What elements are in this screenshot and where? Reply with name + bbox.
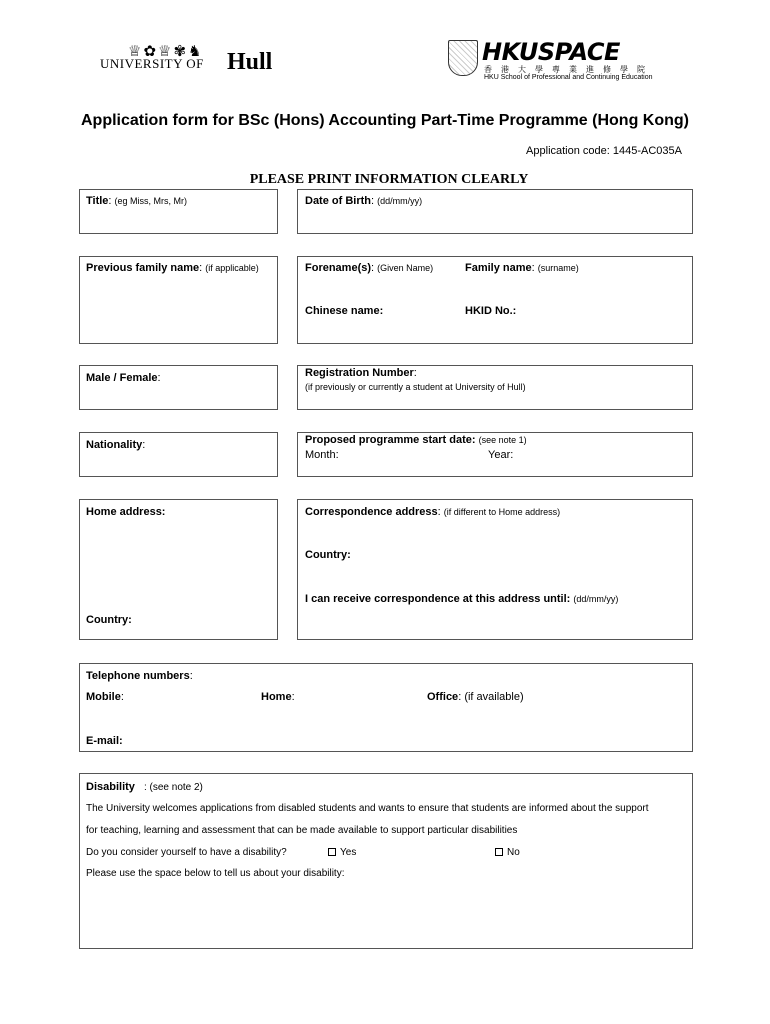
mobile-field[interactable]: Mobile:	[86, 691, 124, 703]
hull-logo-hull-text: Hull	[227, 49, 273, 75]
start-year-label: Year:	[488, 449, 514, 461]
date-of-birth-field[interactable]: Date of Birth: (dd/mm/yy)	[297, 189, 693, 234]
home-address-label: Home address:	[86, 506, 166, 518]
gender-label: Male / Female	[86, 372, 158, 384]
forenames-hint: (Given Name)	[377, 263, 434, 273]
yes-label: Yes	[340, 847, 357, 858]
family-name-label: Family name	[465, 262, 532, 274]
telephone-section: Telephone numbers: Mobile: Home: Office: (if available) E-mail:	[79, 663, 693, 752]
email-field[interactable]	[86, 735, 123, 747]
forenames-label: Forename(s)	[305, 262, 372, 274]
family-name-field[interactable]: Family name: (surname)	[465, 262, 579, 274]
title-label: Title	[86, 195, 109, 207]
title-hint: (eg Miss, Mrs, Mr)	[114, 196, 188, 206]
disability-yes-option[interactable]	[328, 847, 356, 858]
application-code: Application code: 1445-AC035A	[526, 145, 682, 157]
chinese-name-label: Chinese name:	[305, 305, 384, 317]
correspondence-address-label: Correspondence address	[305, 506, 438, 518]
dob-hint: (dd/mm/yy)	[377, 196, 423, 206]
start-date-label: Proposed programme start date:	[305, 434, 476, 446]
yes-checkbox[interactable]	[328, 848, 336, 856]
disability-text-line1: The University welcomes applications from disabled students and wants to ensure that students are informed about the support	[86, 803, 649, 814]
gender-field[interactable]: Male / Female:	[79, 365, 278, 410]
correspondence-country-label: Country:	[305, 549, 351, 561]
telephone-label: Telephone numbers	[86, 670, 190, 682]
previous-family-name-label: Previous family name	[86, 262, 200, 274]
home-country-label: Country:	[86, 614, 132, 626]
no-checkbox[interactable]	[495, 848, 503, 856]
registration-number-label: Registration Number	[305, 367, 414, 379]
correspondence-until-hint: (dd/mm/yy)	[573, 594, 619, 604]
mobile-label: Mobile	[86, 691, 121, 703]
hkuspace-logo-chinese: 香港大學專業進修學院	[484, 65, 654, 74]
family-name-hint: (surname)	[537, 263, 579, 273]
correspondence-until-label: I can receive correspondence at this address until:	[305, 593, 571, 605]
correspondence-address-hint: (if different to Home address)	[443, 507, 561, 517]
hkuspace-logo-name: HKUSPACE	[482, 38, 620, 66]
university-of-hull-logo	[100, 42, 290, 74]
hkuspace-logo-english: HKU School of Professional and Continuing Education	[484, 74, 653, 81]
hkuspace-logo	[448, 40, 660, 80]
no-label: No	[507, 847, 520, 858]
disability-note: : (see note 2)	[143, 782, 203, 793]
page-title: Application form for BSc (Hons) Accounting Part-Time Programme (Hong Kong)	[80, 112, 689, 129]
registration-number-hint: (if previously or currently a student at University of Hull)	[305, 382, 526, 392]
start-month-label: Month:	[305, 449, 339, 461]
hku-shield-icon	[448, 40, 478, 76]
correspondence-address-field[interactable]: Correspondence address: (if different to Home address) Country: I can receive correspondence at this address until: (dd/mm/yy)	[297, 499, 693, 640]
disability-section	[79, 773, 693, 949]
dob-label: Date of Birth	[305, 195, 371, 207]
hull-logo-university-text: UNIVERSITY OF	[100, 56, 204, 71]
start-date-field[interactable]	[297, 432, 693, 477]
hkid-label: HKID No.:	[465, 305, 517, 317]
title-field[interactable]: Title: (eg Miss, Mrs, Mr)	[79, 189, 278, 234]
chinese-name-field[interactable]	[305, 305, 383, 317]
email-label: E-mail:	[86, 735, 123, 747]
hull-crest-icon: ♕✿♕✾♞	[128, 43, 204, 60]
home-address-field[interactable]	[79, 499, 278, 640]
disability-text-line2: for teaching, learning and assessment that can be made available to support particular disabilities	[86, 825, 518, 836]
disability-question: Do you consider yourself to have a disability?	[86, 847, 287, 858]
office-phone-hint: (if available)	[464, 691, 524, 703]
nationality-field[interactable]: Nationality:	[79, 432, 278, 477]
office-phone-field[interactable]: Office: (if available)	[427, 691, 524, 703]
disability-label: Disability	[86, 781, 135, 793]
previous-family-name-field[interactable]: Previous family name: (if applicable)	[79, 256, 278, 344]
registration-number-field[interactable]: Registration Number: (if previously or currently a student at University of Hull)	[297, 365, 693, 410]
print-notice: PLEASE PRINT INFORMATION CLEARLY	[249, 172, 529, 187]
names-field-group	[297, 256, 693, 344]
disability-no-option[interactable]	[495, 847, 520, 858]
disability-description-area[interactable]	[84, 884, 688, 944]
nationality-label: Nationality	[86, 439, 143, 451]
disability-prompt: Please use the space below to tell us about your disability:	[86, 868, 345, 879]
hkid-field[interactable]	[465, 305, 516, 317]
home-phone-field[interactable]: Home:	[261, 691, 295, 703]
home-phone-label: Home	[261, 691, 292, 703]
office-phone-label: Office	[427, 691, 459, 703]
previous-family-name-hint: (if applicable)	[205, 263, 259, 273]
forenames-field[interactable]: Forename(s): (Given Name)	[305, 262, 434, 274]
start-date-hint: (see note 1)	[478, 435, 527, 445]
